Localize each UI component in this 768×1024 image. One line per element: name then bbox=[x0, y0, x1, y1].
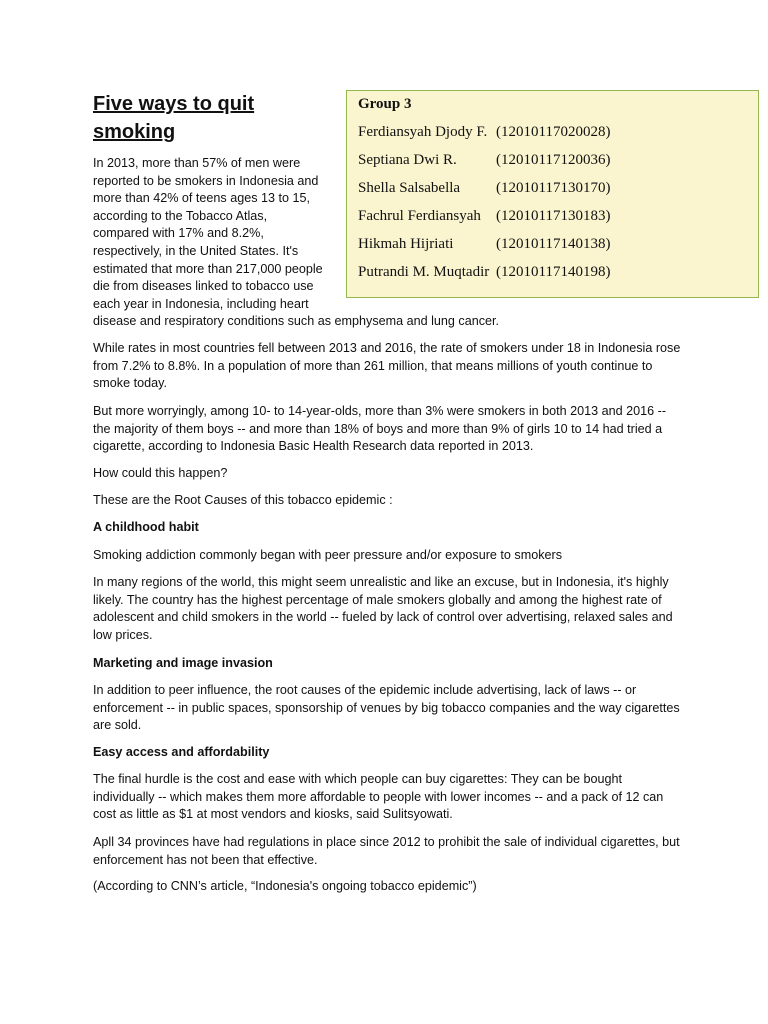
member-id: (12010117120036) bbox=[496, 152, 611, 168]
body-paragraph: But more worryingly, among 10- to 14-year-olds, more than 3% were smokers in both 2013 and 2016 -- the majority of them boys -- and more than 18% of boys and more than 9% of girls 10 to 14 had tried a cigarette, according to Indonesia Basic Health Research data reported in 2013. bbox=[93, 404, 667, 454]
body-paragraph: In many regions of the world, this might seem unrealistic and like an excuse, but in Indonesia, it's highly likely. The country has the highest percentage of male smokers globally and among the highest rate of adolescent and child smokers in the world -- fueled by lack of control over advertising, relaxed sales and low prices. bbox=[93, 575, 673, 642]
body-paragraph: In addition to peer influence, the root causes of the epidemic include advertising, lack of laws -- or enforcement -- in public spaces, sponsorship of venues by big tobacco companies and the way cigarettes are sold. bbox=[93, 683, 680, 733]
member-name: Septiana Dwi R. bbox=[358, 152, 457, 168]
intro-line: according to the Tobacco Atlas, bbox=[93, 208, 268, 223]
intro-line: respectively, in the United States. It's bbox=[93, 243, 299, 258]
page-title: Five ways to quit smoking bbox=[93, 93, 255, 143]
member-name: Putrandi M. Muqtadir bbox=[358, 264, 490, 280]
section-heading: A childhood habit bbox=[93, 520, 199, 534]
intro-line: disease and respiratory conditions such as emphysema and lung cancer. bbox=[93, 314, 500, 329]
member-id: (12010117130183) bbox=[496, 208, 611, 224]
body-paragraph: Apll 34 provinces have had regulations in place since 2012 to prohibit the sale of individual cigarettes, but enforcement has not been that effective. bbox=[93, 835, 680, 867]
body-paragraph: While rates in most countries fell between 2013 and 2016, the rate of smokers under 18 in Indonesia rose from 7.2% to 8.8%. In a population of more than 261 million, that means millions of youth continue to smoke today. bbox=[93, 341, 681, 391]
member-id: (12010117140198) bbox=[496, 264, 611, 280]
body-paragraph: Smoking addiction commonly began with peer pressure and/or exposure to smokers bbox=[93, 548, 563, 562]
member-id: (12010117140138) bbox=[496, 236, 611, 252]
member-name: Fachrul Ferdiansyah bbox=[358, 208, 481, 224]
group-member bbox=[358, 124, 753, 148]
member-name: Shella Salsabella bbox=[358, 180, 461, 196]
intro-line: reported to be smokers in Indonesia and bbox=[93, 173, 319, 188]
body-paragraph: These are the Root Causes of this tobacco epidemic : bbox=[93, 493, 393, 507]
intro-line: die from diseases linked to tobacco use bbox=[93, 279, 314, 294]
section-heading: Marketing and image invasion bbox=[93, 656, 273, 670]
body-paragraph: The final hurdle is the cost and ease with which people can buy cigarettes: They can be bought individually -- which makes them more affordable to people with lower incomes -- and a pack of 12 can cost as little as $1 at most vendors and kiosks, said Sulitsyowati. bbox=[93, 772, 664, 822]
group-title: Group 3 bbox=[358, 96, 412, 112]
intro-line: In 2013, more than 57% of men were bbox=[93, 156, 301, 170]
member-id: (12010117020028) bbox=[496, 124, 611, 140]
intro-line: more than 42% of teens ages 13 to 15, bbox=[93, 191, 311, 206]
citation: (According to CNN’s article, “Indonesia's ongoing tobacco epidemic”) bbox=[93, 879, 477, 893]
section-heading: Easy access and affordability bbox=[93, 745, 270, 759]
intro-line: estimated that more than 217,000 people bbox=[93, 261, 323, 276]
intro-line: each year in Indonesia, including heart bbox=[93, 296, 309, 311]
body-paragraph: How could this happen? bbox=[93, 466, 228, 480]
intro-line: compared with 17% and 8.2%, bbox=[93, 226, 264, 241]
member-id: (12010117130170) bbox=[496, 180, 611, 196]
member-name: Ferdiansyah Djody F. bbox=[358, 124, 488, 140]
member-name: Hikmah Hijriati bbox=[358, 236, 454, 252]
intro-paragraph bbox=[93, 155, 683, 331]
